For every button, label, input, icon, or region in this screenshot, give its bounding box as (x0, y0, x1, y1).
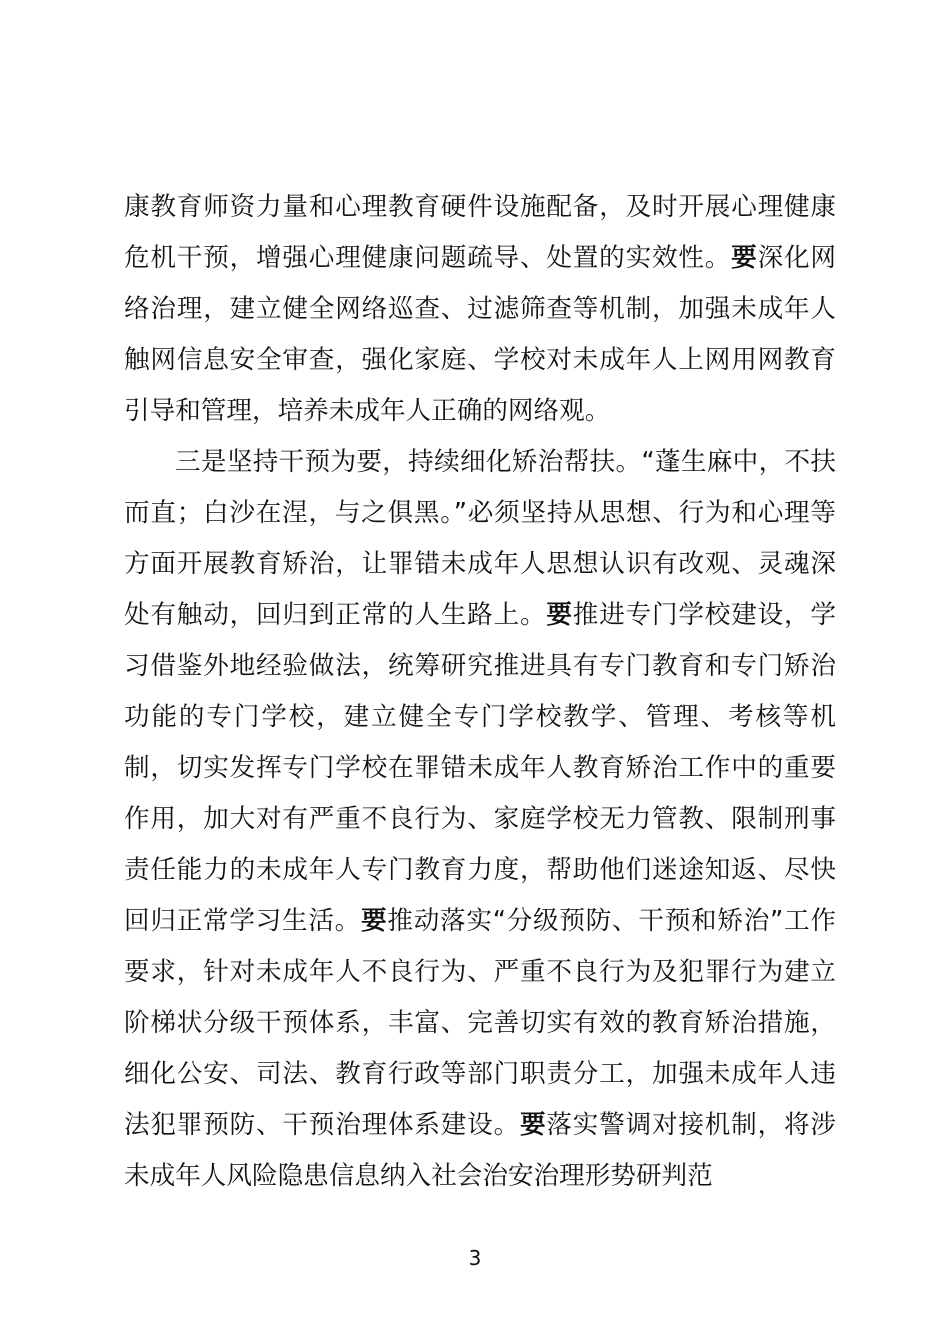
text-run: 落实警调对接机制，将涉未成年人风险隐患信息纳入社会治安治理形势研判范 (124, 1110, 836, 1191)
text-run: 推动落实“分级预防、干预和矫治”工作要求，针对未成年人不良行为、严重不良行为及犯罪行为建立阶梯状分级干预体系，丰富、完善切实有效的教育矫治措施，细化公安、司法、教育行政等部门职责分工，加强未成年人违法犯罪预防、干预治理体系建设。 (124, 906, 836, 1140)
paragraph-intervention (124, 437, 836, 1202)
text-run: “蓬生麻中，不扶而直；白沙在涅，与之俱黑。”必须坚持从思想、行为和心理等方面开展教育矫治，让罪错未成年人思想认识有改观、灵魂深处有触动，回归到正常的人生路上。 (124, 447, 836, 630)
bold-keyword: 要 (519, 1110, 547, 1140)
text-run: 康教育师资力量和心理教育硬件设施配备，及时开展心理健康危机干预，增强心理健康问题疏导、处置的实效性。 (124, 192, 836, 273)
paragraph-network-governance (124, 182, 836, 437)
page-number: 3 (468, 1246, 482, 1270)
bold-keyword: 要 (546, 600, 573, 630)
text-run: 推进专门学校建设，学习借鉴外地经验做法，统筹研究推进具有专门教育和专门矫治功能的专门学校，建立健全专门学校教学、管理、考核等机制，切实发挥专门学校在罪错未成年人教育矫治工作中的重要作用，加大对有严重不良行为、家庭学校无力管教、限制刑事责任能力的未成年人专门教育力度，帮助他们迷途知返、尽快回归正常学习生活。 (124, 600, 836, 936)
body-text (124, 182, 836, 1202)
text-run: 三是坚持干预为要，持续细化矫治帮扶。 (175, 447, 642, 477)
text-run: 深化网络治理，建立健全网络巡查、过滤筛查等机制，加强未成年人触网信息安全审查，强化家庭、学校对未成年人上网用网教育引导和管理，培养未成年人正确的网络观。 (124, 243, 836, 426)
bold-keyword: 要 (731, 243, 758, 273)
bold-keyword: 要 (361, 906, 388, 936)
